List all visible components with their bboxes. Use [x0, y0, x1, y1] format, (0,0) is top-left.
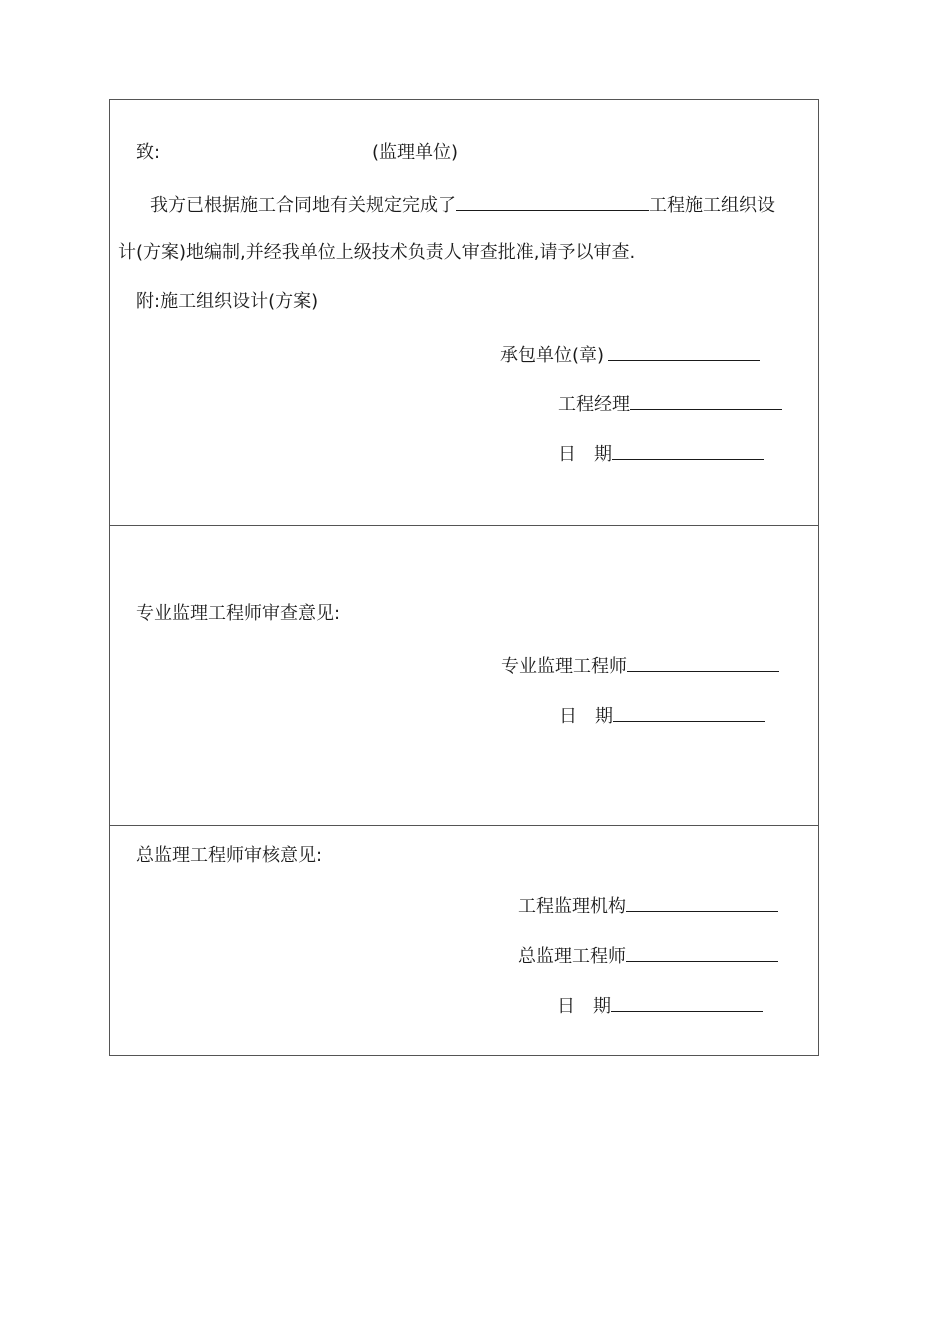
submission-section [110, 100, 818, 526]
date-label-2: 日 期 [559, 706, 613, 727]
date-label-1: 日 期 [558, 444, 612, 465]
specialist-engineer-label: 专业监理工程师 [501, 656, 627, 677]
date-blank-2[interactable] [613, 703, 765, 722]
specialist-opinion-label: 专业监理工程师审查意见: [136, 603, 341, 624]
contractor-signature-row [500, 342, 760, 367]
chief-engineer-label: 总监理工程师 [518, 946, 626, 967]
manager-label: 工程经理 [558, 394, 630, 415]
date-row-1 [558, 441, 764, 466]
specialist-signature-row [501, 653, 779, 678]
agency-signature-row [518, 893, 778, 918]
project-name-blank[interactable] [456, 192, 649, 211]
date-label-3: 日 期 [557, 996, 611, 1017]
chief-opinion-label: 总监理工程师审核意见: [136, 845, 323, 866]
supervisor-unit-label: (监理单位) [372, 142, 459, 163]
contractor-label: 承包单位(章) [500, 345, 605, 366]
contractor-signature-blank[interactable] [608, 342, 760, 361]
agency-signature-blank[interactable] [626, 893, 778, 912]
chief-signature-blank[interactable] [626, 943, 778, 962]
body-line-2: 计(方案)地编制,并经我单位上级技术负责人审查批准,请予以审查. [118, 242, 636, 263]
date-row-3 [557, 993, 763, 1018]
chief-review-section [110, 826, 818, 1055]
attachment-label: 附:施工组织设计(方案) [136, 291, 319, 312]
agency-label: 工程监理机构 [518, 896, 626, 917]
specialist-review-section [110, 526, 818, 826]
date-blank-1[interactable] [612, 441, 764, 460]
to-label: 致: [136, 142, 161, 163]
approval-form-table [109, 99, 819, 1056]
body-text-part2: 工程施工组织设 [649, 195, 775, 216]
manager-signature-blank[interactable] [630, 391, 782, 410]
body-text-part1: 我方已根据施工合同地有关规定完成了 [150, 195, 456, 216]
manager-signature-row [558, 391, 782, 416]
body-line-1 [150, 192, 775, 217]
specialist-signature-blank[interactable] [627, 653, 779, 672]
date-row-2 [559, 703, 765, 728]
date-blank-3[interactable] [611, 993, 763, 1012]
chief-signature-row [518, 943, 778, 968]
